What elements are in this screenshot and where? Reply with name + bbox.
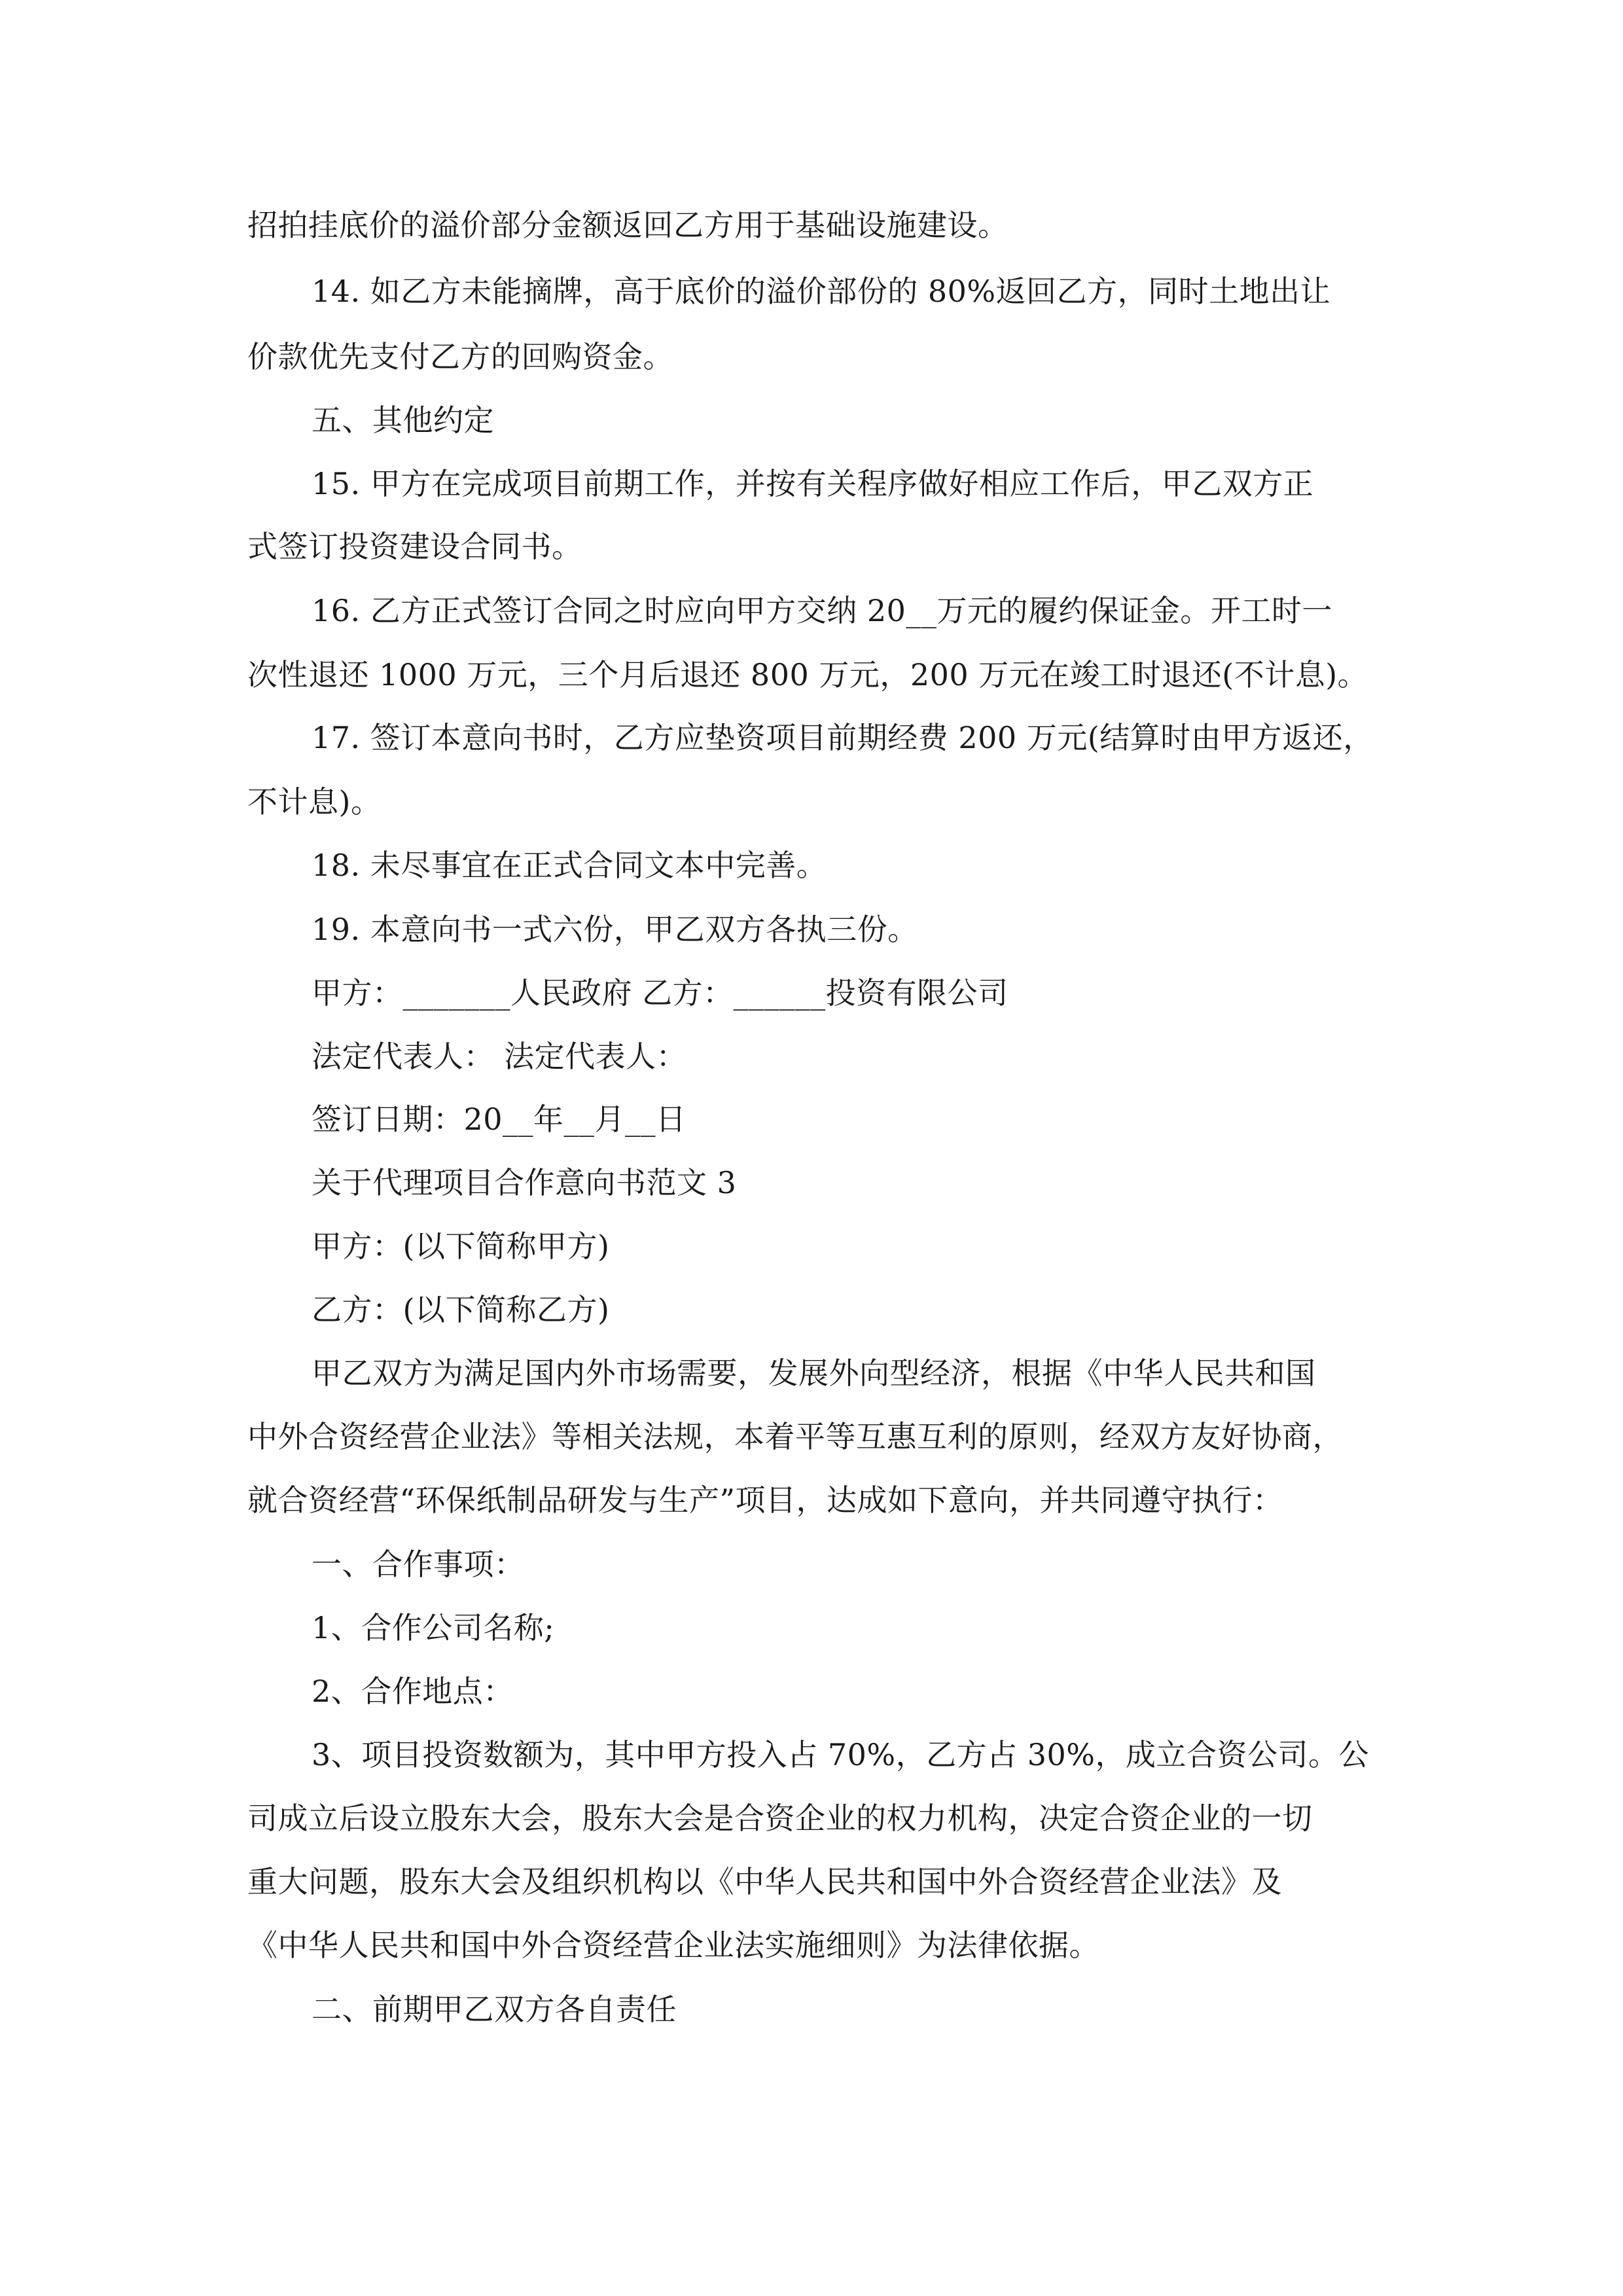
text-line: 15. 甲方在完成项目前期工作，并按有关程序做好相应工作后，甲乙双方正: [312, 466, 1314, 501]
party-a: 甲方：(以下简称甲方): [312, 1229, 610, 1264]
text-line: 甲乙双方为满足国内外市场需要，发展外向型经济，根据《中华人民共和国: [312, 1355, 1316, 1391]
signature-parties: 甲方：_______人民政府 乙方：______投资有限公司: [312, 975, 1008, 1011]
text-line: 就合资经营“环保纸制品研发与生产”项目，达成如下意向，并共同遵守执行：: [247, 1482, 1283, 1518]
text-line: 重大问题，股东大会及组织机构以《中华人民共和国中外合资经营企业法》及: [247, 1864, 1282, 1899]
section-heading: 二、前期甲乙双方各自责任: [312, 1992, 677, 2027]
text-line: 价款优先支付乙方的回购资金。: [247, 339, 673, 374]
text-line: 《中华人民共和国中外合资经营企业法实施细则》为法律依据。: [247, 1928, 1099, 1963]
text-line: 16. 乙方正式签订合同之时应向甲方交纳 20__万元的履约保证金。开工时一: [312, 593, 1332, 628]
text-line: 19. 本意向书一式六份，甲乙双方各执三份。: [312, 912, 918, 947]
signing-date: 签订日期：20__年__月__日: [312, 1102, 687, 1137]
list-item: 3、项目投资数额为，其中甲方投入占 70%，乙方占 30%，成立合资公司。公: [312, 1737, 1369, 1772]
section-heading: 五、其他约定: [312, 403, 494, 438]
text-line: 司成立后设立股东大会，股东大会是合资企业的权力机构，决定合资企业的一切: [247, 1801, 1313, 1836]
text-line: 次性退还 1000 万元，三个月后退还 800 万元，200 万元在竣工时退还(不计息)。: [247, 657, 1368, 692]
text-line: 14. 如乙方未能摘牌，高于底价的溢价部份的 80%返回乙方，同时土地出让: [312, 274, 1331, 309]
section-heading: 一、合作事项：: [312, 1547, 525, 1582]
list-item: 2、合作地点：: [312, 1674, 514, 1709]
text-line: 式签订投资建设合同书。: [247, 529, 582, 564]
list-item: 1、合作公司名称;: [312, 1610, 555, 1645]
text-line: 中外合资经营企业法》等相关法规，本着平等互惠互利的原则，经双方友好协商，: [247, 1419, 1343, 1454]
text-line: 17. 签订本意向书时，乙方应垫资项目前期经费 200 万元(结算时由甲方返还，: [312, 720, 1374, 755]
text-line: 不计息)。: [247, 784, 382, 819]
text-line: 招拍挂底价的溢价部分金额返回乙方用于基础设施建设。: [247, 207, 1008, 243]
legal-representatives: 法定代表人： 法定代表人：: [312, 1039, 687, 1074]
text-line: 18. 未尽事宜在正式合同文本中完善。: [312, 848, 827, 883]
party-b: 乙方：(以下简称乙方): [312, 1292, 610, 1327]
document-title: 关于代理项目合作意向书范文 3: [312, 1165, 737, 1200]
